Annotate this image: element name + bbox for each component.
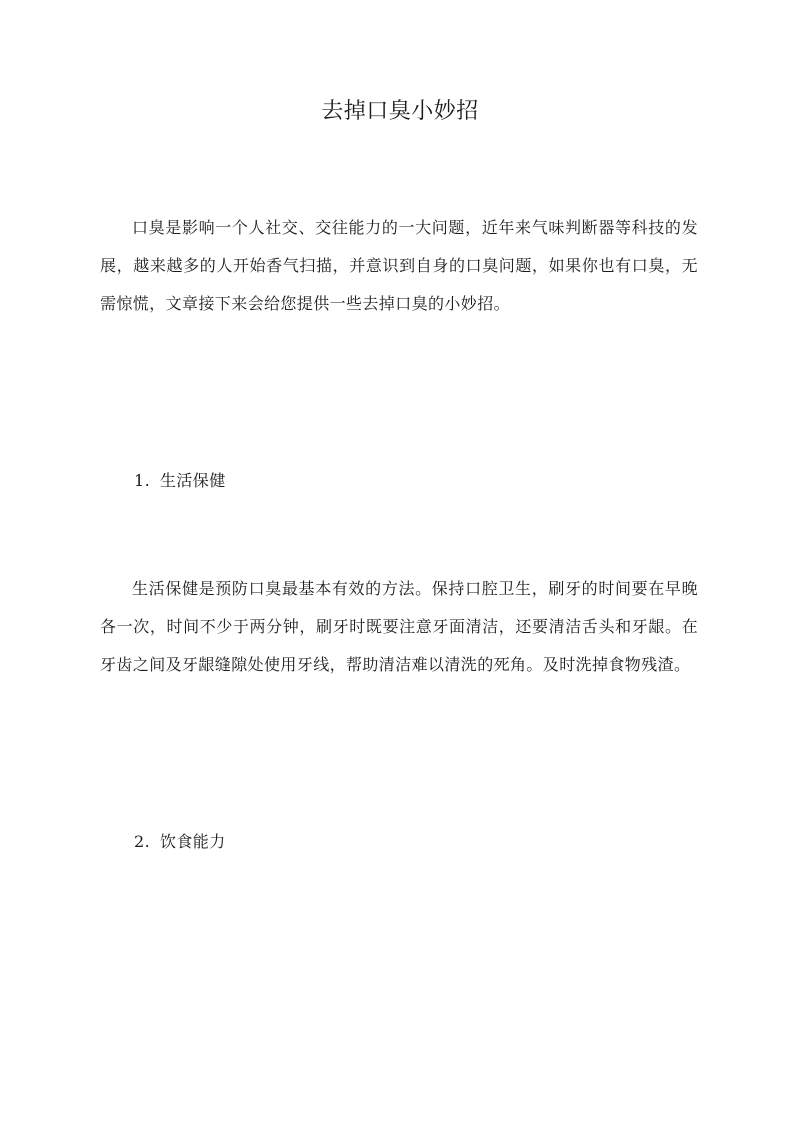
intro-paragraph: 口臭是影响一个人社交、交往能力的一大问题，近年来气味判断器等科技的发展，越来越多的人开始香气扫描，并意识到自身的口臭问题，如果你也有口臭，无需惊慌，文章接下来会给您提供一些去掉口臭的小妙招。 <box>100 218 698 313</box>
section-title-2: 饮食能力 <box>160 832 226 851</box>
section-body-1: 生活保健是预防口臭最基本有效的方法。保持口腔卫生，刷牙的时间要在早晚各一次，时间不少于两分钟，刷牙时既要注意牙面清洁，还要清洁舌头和牙龈。在牙齿之间及牙龈缝隙处使用牙线，帮助清洁难以清洗的死角。及时洗掉食物残渣。 <box>100 579 698 674</box>
section-number-2: 2. <box>134 832 151 851</box>
section-number-1: 1. <box>134 471 151 490</box>
section-heading-2 <box>134 823 226 861</box>
document-title: 去掉口臭小妙招 <box>321 99 479 124</box>
section-heading-1 <box>134 462 226 500</box>
section-title-1: 生活保健 <box>160 471 226 490</box>
